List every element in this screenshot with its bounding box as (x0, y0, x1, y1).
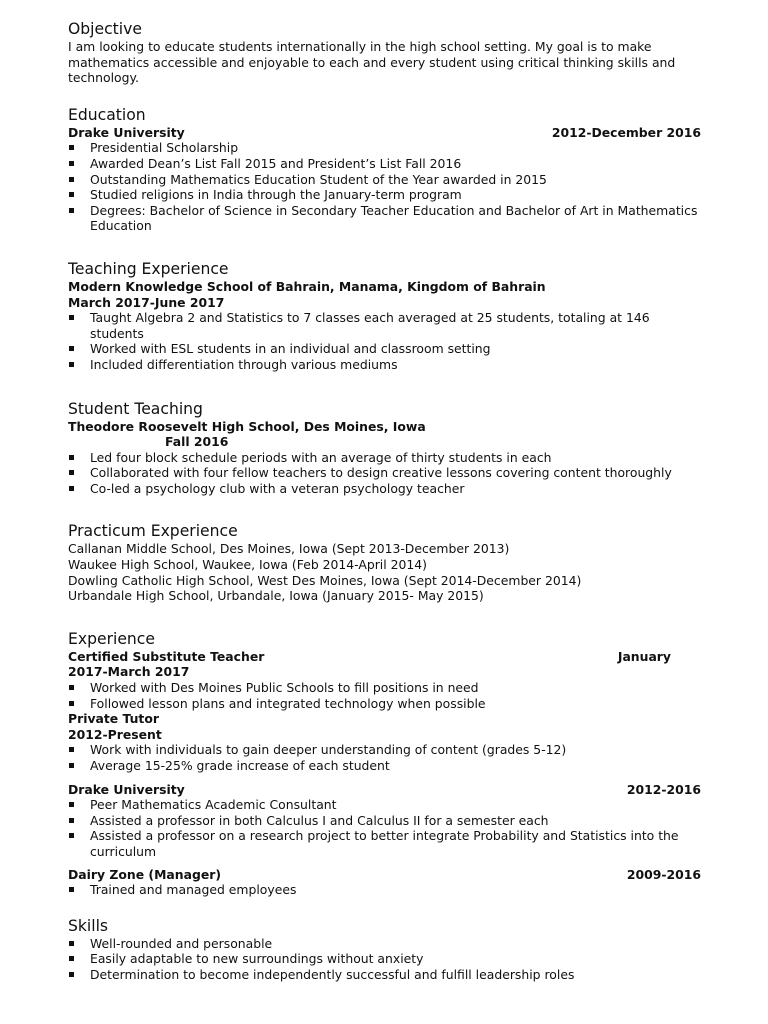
practicum-line: Urbandale High School, Urbandale, Iowa (January 2015- May 2015) (68, 588, 484, 604)
job-drake (68, 782, 701, 860)
list-item: Co-led a psychology club with a veteran psychology teacher (68, 481, 701, 497)
student-teaching-bullets (68, 450, 701, 497)
practicum-heading: Practicum Experience (68, 522, 238, 541)
job-header-row (68, 782, 701, 798)
skills-bullets (68, 936, 701, 983)
job-bullets (68, 797, 701, 859)
education-dates: 2012-December 2016 (551, 124, 701, 140)
job-title: Certified Substitute Teacher (68, 648, 265, 664)
teaching-dates: March 2017-June 2017 (68, 294, 225, 310)
practicum-line: Dowling Catholic High School, West Des Moines, Iowa (Sept 2014-December 2014) (68, 572, 582, 588)
teaching-section (68, 260, 701, 373)
job-tutor (68, 711, 701, 773)
job-substitute (68, 649, 701, 711)
job-header-row (68, 867, 701, 883)
list-item: Trained and managed employees (68, 882, 701, 898)
list-item: Outstanding Mathematics Education Student of the Year awarded in 2015 (68, 172, 701, 188)
objective-text: I am looking to educate students internationally in the high school setting. My goal is to make mathematics accessible and enjoyable to each and every student using critical thinking skills and technology. (68, 39, 676, 86)
job-dates: January (617, 648, 671, 664)
list-item: Easily adaptable to new surroundings without anxiety (68, 951, 701, 967)
list-item: Collaborated with four fellow teachers to design creative lessons covering content thoroughly (68, 465, 701, 481)
list-item: Work with individuals to gain deeper understanding of content (grades 5-12) (68, 742, 701, 758)
list-item: Followed lesson plans and integrated technology when possible (68, 696, 701, 712)
list-item: Presidential Scholarship (68, 140, 701, 156)
teaching-bullets (68, 310, 701, 372)
skills-section (68, 917, 701, 983)
list-item: Led four block schedule periods with an average of thirty students in each (68, 450, 701, 466)
job-dates-below: 2012-Present (68, 726, 162, 742)
objective-section (68, 20, 701, 86)
list-item: Peer Mathematics Academic Consultant (68, 797, 701, 813)
education-heading: Education (68, 105, 146, 124)
education-school: Drake University (68, 124, 185, 140)
job-dates-below: 2017-March 2017 (68, 664, 190, 680)
list-item: Worked with ESL students in an individual and classroom setting (68, 341, 701, 357)
practicum-section (68, 522, 701, 603)
education-header-row (68, 125, 701, 141)
job-dates: 2009-2016 (626, 866, 701, 882)
experience-heading: Experience (68, 629, 155, 648)
list-item: Studied religions in India through the January-term program (68, 187, 701, 203)
list-item: Well-rounded and personable (68, 936, 701, 952)
objective-heading: Objective (68, 20, 142, 38)
experience-section (68, 630, 701, 898)
education-bullets (68, 140, 701, 234)
list-item: Included differentiation through various mediums (68, 357, 701, 373)
student-teaching-section (68, 400, 701, 497)
list-item: Degrees: Bachelor of Science in Secondary Teacher Education and Bachelor of Art in Mathematics Education (68, 203, 701, 234)
practicum-line: Callanan Middle School, Des Moines, Iowa (Sept 2013-December 2013) (68, 541, 510, 557)
job-dairy-zone (68, 867, 701, 898)
job-bullets (68, 742, 701, 773)
job-title: Dairy Zone (Manager) (68, 866, 222, 882)
list-item: Determination to become independently successful and fulfill leadership roles (68, 967, 701, 983)
practicum-line: Waukee High School, Waukee, Iowa (Feb 2014-April 2014) (68, 557, 427, 573)
teaching-school: Modern Knowledge School of Bahrain, Manama, Kingdom of Bahrain (68, 278, 546, 294)
job-bullets (68, 882, 701, 898)
teaching-heading: Teaching Experience (68, 259, 229, 278)
job-title: Private Tutor (68, 711, 159, 727)
list-item: Assisted a professor on a research project to better integrate Probability and Statistics into the curriculum (68, 828, 701, 859)
list-item: Awarded Dean’s List Fall 2015 and President’s List Fall 2016 (68, 156, 701, 172)
student-teaching-school: Theodore Roosevelt High School, Des Moines, Iowa (68, 418, 426, 434)
job-title: Drake University (68, 781, 185, 797)
education-section (68, 106, 701, 234)
job-bullets (68, 680, 701, 711)
student-teaching-heading: Student Teaching (68, 399, 203, 418)
list-item: Assisted a professor in both Calculus I and Calculus II for a semester each (68, 813, 701, 829)
job-header-row (68, 649, 701, 665)
job-dates: 2012-2016 (626, 781, 701, 797)
student-teaching-dates: Fall 2016 (165, 434, 229, 450)
list-item: Average 15-25% grade increase of each student (68, 758, 701, 774)
list-item: Taught Algebra 2 and Statistics to 7 classes each averaged at 25 students, totaling at 146 students (68, 310, 701, 341)
list-item: Worked with Des Moines Public Schools to fill positions in need (68, 680, 701, 696)
resume-page (68, 20, 701, 983)
skills-heading: Skills (68, 916, 109, 935)
